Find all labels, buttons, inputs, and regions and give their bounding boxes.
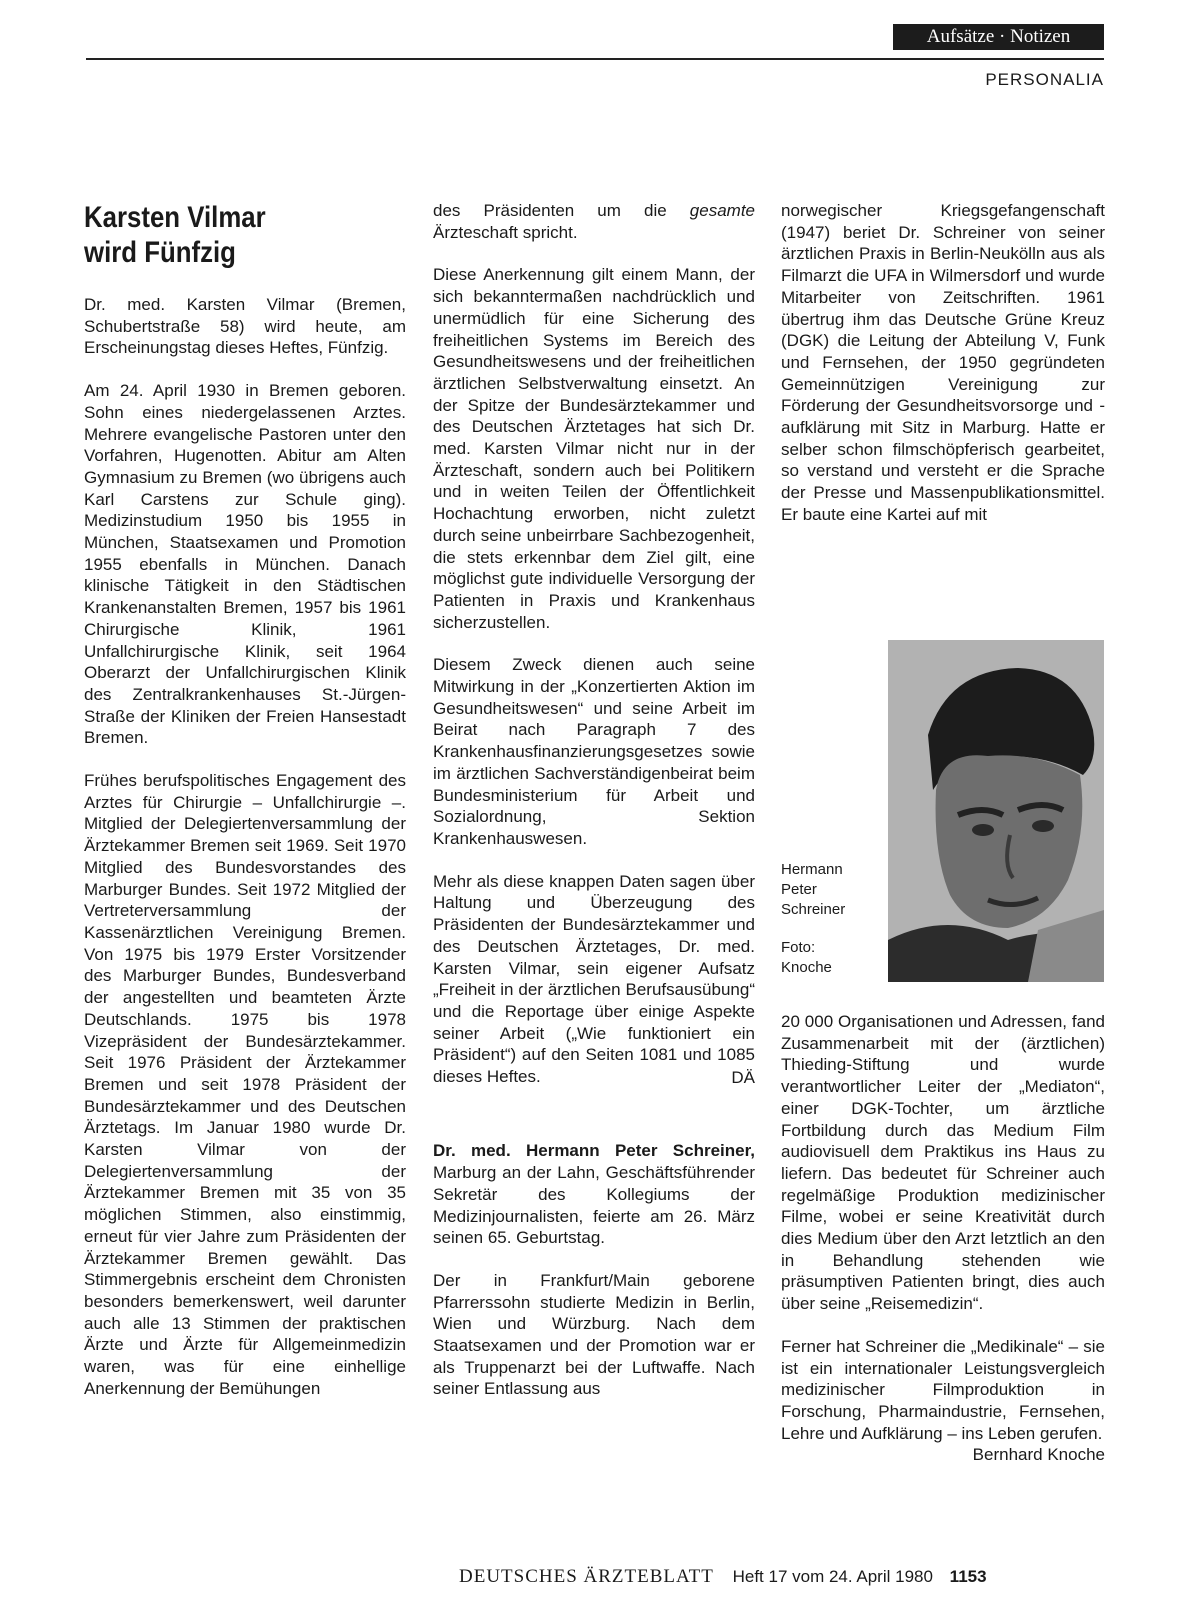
column-1	[84, 200, 406, 1420]
section-name: PERSONALIA	[985, 70, 1104, 89]
article1-signature: DÄ	[731, 1067, 755, 1087]
issue-info: Heft 17 vom 24. April 1980	[732, 1567, 933, 1586]
column-3	[781, 200, 1105, 547]
page-number: 1153	[949, 1567, 987, 1586]
article2-paragraph-2: Der in Frankfurt/Main geborene Pfarrerssohn studierte Medizin in Berlin, Wien und Würzburg. Nach dem Staatsexamen und der Promotion war er als Truppenarzt bei der Luftwaffe. Nach seiner Entlassung aus	[433, 1270, 755, 1399]
headline-line-2: wird Fünfzig	[84, 236, 236, 269]
article2-paragraph-4: 20 000 Organisationen und Adressen, fand Zusammenarbeit mit der (ärztlichen) Thieding-Stiftung und wurde verantwortlicher Leiter der „Mediaton“, einer DGK-Tochter, um ärztliche Fortbildung durch das Medium Film audiovisuell dem Praktikus ins Haus zu liefern. Das bedeutet für Schreiner auch regelmäßige Produktion medizinischer Filme, wobei er seine Kreativität durch dies Medium über den Arzt letztlich an den in Behandlung stehenden wie präsumptiven Patienten bringt, dies auch über seine „Reisemedizin“.	[781, 1012, 1105, 1314]
article1-paragraph-4	[433, 200, 755, 243]
caption-line-3: Schreiner	[781, 901, 846, 918]
article-headline	[84, 200, 361, 270]
portrait-photo	[888, 640, 1104, 982]
article1-paragraph-3: Frühes berufspolitisches Engagement des Arztes für Chirurgie – Unfallchirurgie –. Mitglied der Delegiertenversammlung der Ärztekammer Bremen seit 1969. Seit 1970 Mitglied des Bundesvorstandes des Marburger Bundes. Seit 1972 Mitglied der Vertreterversammlung der Kassenärztlichen Vereinigung Bremen. Von 1975 bis 1979 Erster Vorsitzender des Marburger Bundes, Bundesverband der angestellten und beamteten Ärzte Deutschlands. 1975 bis 1978 Vizepräsident der Bundesärztekammer. Seit 1976 Präsident der Ärztekammer Bremen und seit 1978 Präsident der Bundesärztekammer und des Deutschen Ärztetags. Im Januar 1980 wurde Dr. Karsten Vilmar von der Delegiertenversammlung der Ärztekammer Bremen mit 35 von 35 möglichen Stimmen, also einstimmig, erneut für vier Jahre zum Präsidenten der Ärztekammer Bremen gewählt. Das Stimmergebnis erscheint dem Chronisten besonders bemerkenswert, weil darunter auch alle 13 Stimmen der praktischen Ärzte und Ärzte für Allgemeinmedizin waren, was für eine einhellige Anerkennung der Bemühungen	[84, 771, 406, 1398]
article2-paragraph-5: Ferner hat Schreiner die „Medikinale“ – sie ist ein internationaler Leistungsvergleich medizinischer Filmproduktion in Forschung, Pharmaindustrie, Fernsehen, Lehre und Aufklärung – ins Leben gerufen.	[781, 1336, 1105, 1443]
credit-line-1: Foto:	[781, 939, 816, 956]
article1-paragraph-5: Diese Anerkennung gilt einem Mann, der sich bekanntermaßen nachdrücklich und unermüdlich für eine Sicherung des freiheitlichen Systems im Bereich des Gesundheitswesens und der freiheitlichen ärztlichen Selbstverwaltung einsetzt. An der Spitze der Bundesärztekammer und des Deutschen Ärztetages hat sich Dr. med. Karsten Vilmar nicht nur in der Ärzteschaft, sondern auch bei Politikern und in weiten Teilen der Öffentlichkeit Hochachtung erworben, nicht zuletzt durch seine unbeirrbare Sachbezogenheit, die stets erkennbar dem Ziel gilt, eine möglichst gute individuelle Versorgung der Patienten in Praxis und Krankenhaus sicherzustellen.	[433, 265, 755, 632]
header-rule	[86, 58, 1104, 60]
p4-text-a: des Präsidenten um die	[433, 201, 690, 220]
journal-name: DEUTSCHES ÄRZTEBLATT	[459, 1566, 714, 1587]
article1-paragraph-7: Mehr als diese knappen Daten sagen über Haltung und Überzeugung des Präsidenten der Bundesärztekammer und des Deutschen Ärztetages, Dr. med. Karsten Vilmar, sein eigener Aufsatz „Freiheit in der ärztlichen Berufsausübung“ und die Reportage über einige Aspekte seiner Arbeit („Wie funktioniert ein Präsident“) auf den Seiten 1081 und 1085 dieses Heftes.	[433, 871, 755, 1087]
article1-paragraph-1: Dr. med. Karsten Vilmar (Bremen, Schubertstraße 58) wird heute, am Erscheinungstag dieses Heftes, Fünfzig.	[84, 295, 406, 358]
p4-text-b: Ärzteschaft spricht.	[433, 222, 578, 242]
article1-paragraph-6: Diesem Zweck dienen auch seine Mitwirkung in der „Konzertierten Aktion im Gesundheitswesen“ und seine Arbeit im Beirat nach Paragraph 7 des Krankenhausfinanzierungsgesetzes sowie im ärztlichen Sachverständigenbeirat beim Bundesministerium für Arbeit und Sozialordnung, Sektion Krankenhauswesen.	[433, 655, 755, 848]
photo-caption	[781, 860, 881, 978]
portrait-photo-image	[888, 640, 1104, 982]
headline-line-1: Karsten Vilmar	[84, 201, 266, 234]
section-tag: Aufsätze · Notizen	[893, 24, 1104, 50]
article2-paragraph-1	[433, 1140, 755, 1249]
article2-paragraph-3: norwegischer Kriegsgefangenschaft (1947) beriet Dr. Schreiner von seiner ärztlichen Praxis in Berlin-Neukölln aus als Filmarzt die UFA in Wilmersdorf und wurde Mitarbeiter von Zeitschriften. 1961 übertrug ihm das Deutsche Grüne Kreuz (DGK) die Leitung der Abteilung V, Funk und Fernsehen, der 1950 gegründeten Gemeinnützigen Vereinigung zur Förderung der Gesundheitsvorsorge und -aufklärung mit Sitz in Marburg. Hatte er selber schon filmschöpferisch gearbeitet, so verstand und versteht er die Sprache der Presse und Massenpublikationsmittel. Er baute eine Kartei auf mit	[781, 201, 1105, 524]
page-footer	[459, 1566, 987, 1588]
article1-paragraph-2: Am 24. April 1930 in Bremen geboren. Sohn eines niedergelassenen Arztes. Mehrere evangelische Pastoren unter den Vorfahren, Hugenotten. Abitur am Alten Gymnasium zu Bremen (wo übrigens auch Karl Carstens zur Schule ging). Medizinstudium 1950 bis 1955 in München, Staatsexamen und Promotion 1955 ebenfalls in München. Danach klinische Tätigkeit in den Städtischen Krankenanstalten Bremen, 1957 bis 1961 Chirurgische Klinik, 1961 Unfallchirurgische Klinik, seit 1964 Oberarzt der Unfallchirurgischen Klinik des Zentralkrankenhauses St.-Jürgen-Straße der Kliniken der Freien Hansestadt Bremen.	[84, 381, 406, 748]
column-3-lower	[781, 1011, 1105, 1466]
article2-lead-name: Dr. med. Hermann Peter Schreiner,	[433, 1141, 755, 1161]
article2-signature: Bernhard Knoche	[972, 1445, 1105, 1465]
photo-credit	[781, 938, 881, 978]
p4-emphasis: gesamte	[689, 201, 755, 220]
caption-line-2: Peter	[781, 881, 817, 898]
article2-lead-rest: Marburg an der Lahn, Geschäftsführender Sekretär des Kollegiums der Medizinjournalisten, feierte am 26. März seinen 65. Geburtstag.	[433, 1163, 755, 1248]
caption-line-1: Hermann	[781, 861, 843, 878]
column-2	[433, 200, 755, 1421]
credit-line-2: Knoche	[781, 959, 832, 976]
photo-block	[781, 640, 1104, 982]
